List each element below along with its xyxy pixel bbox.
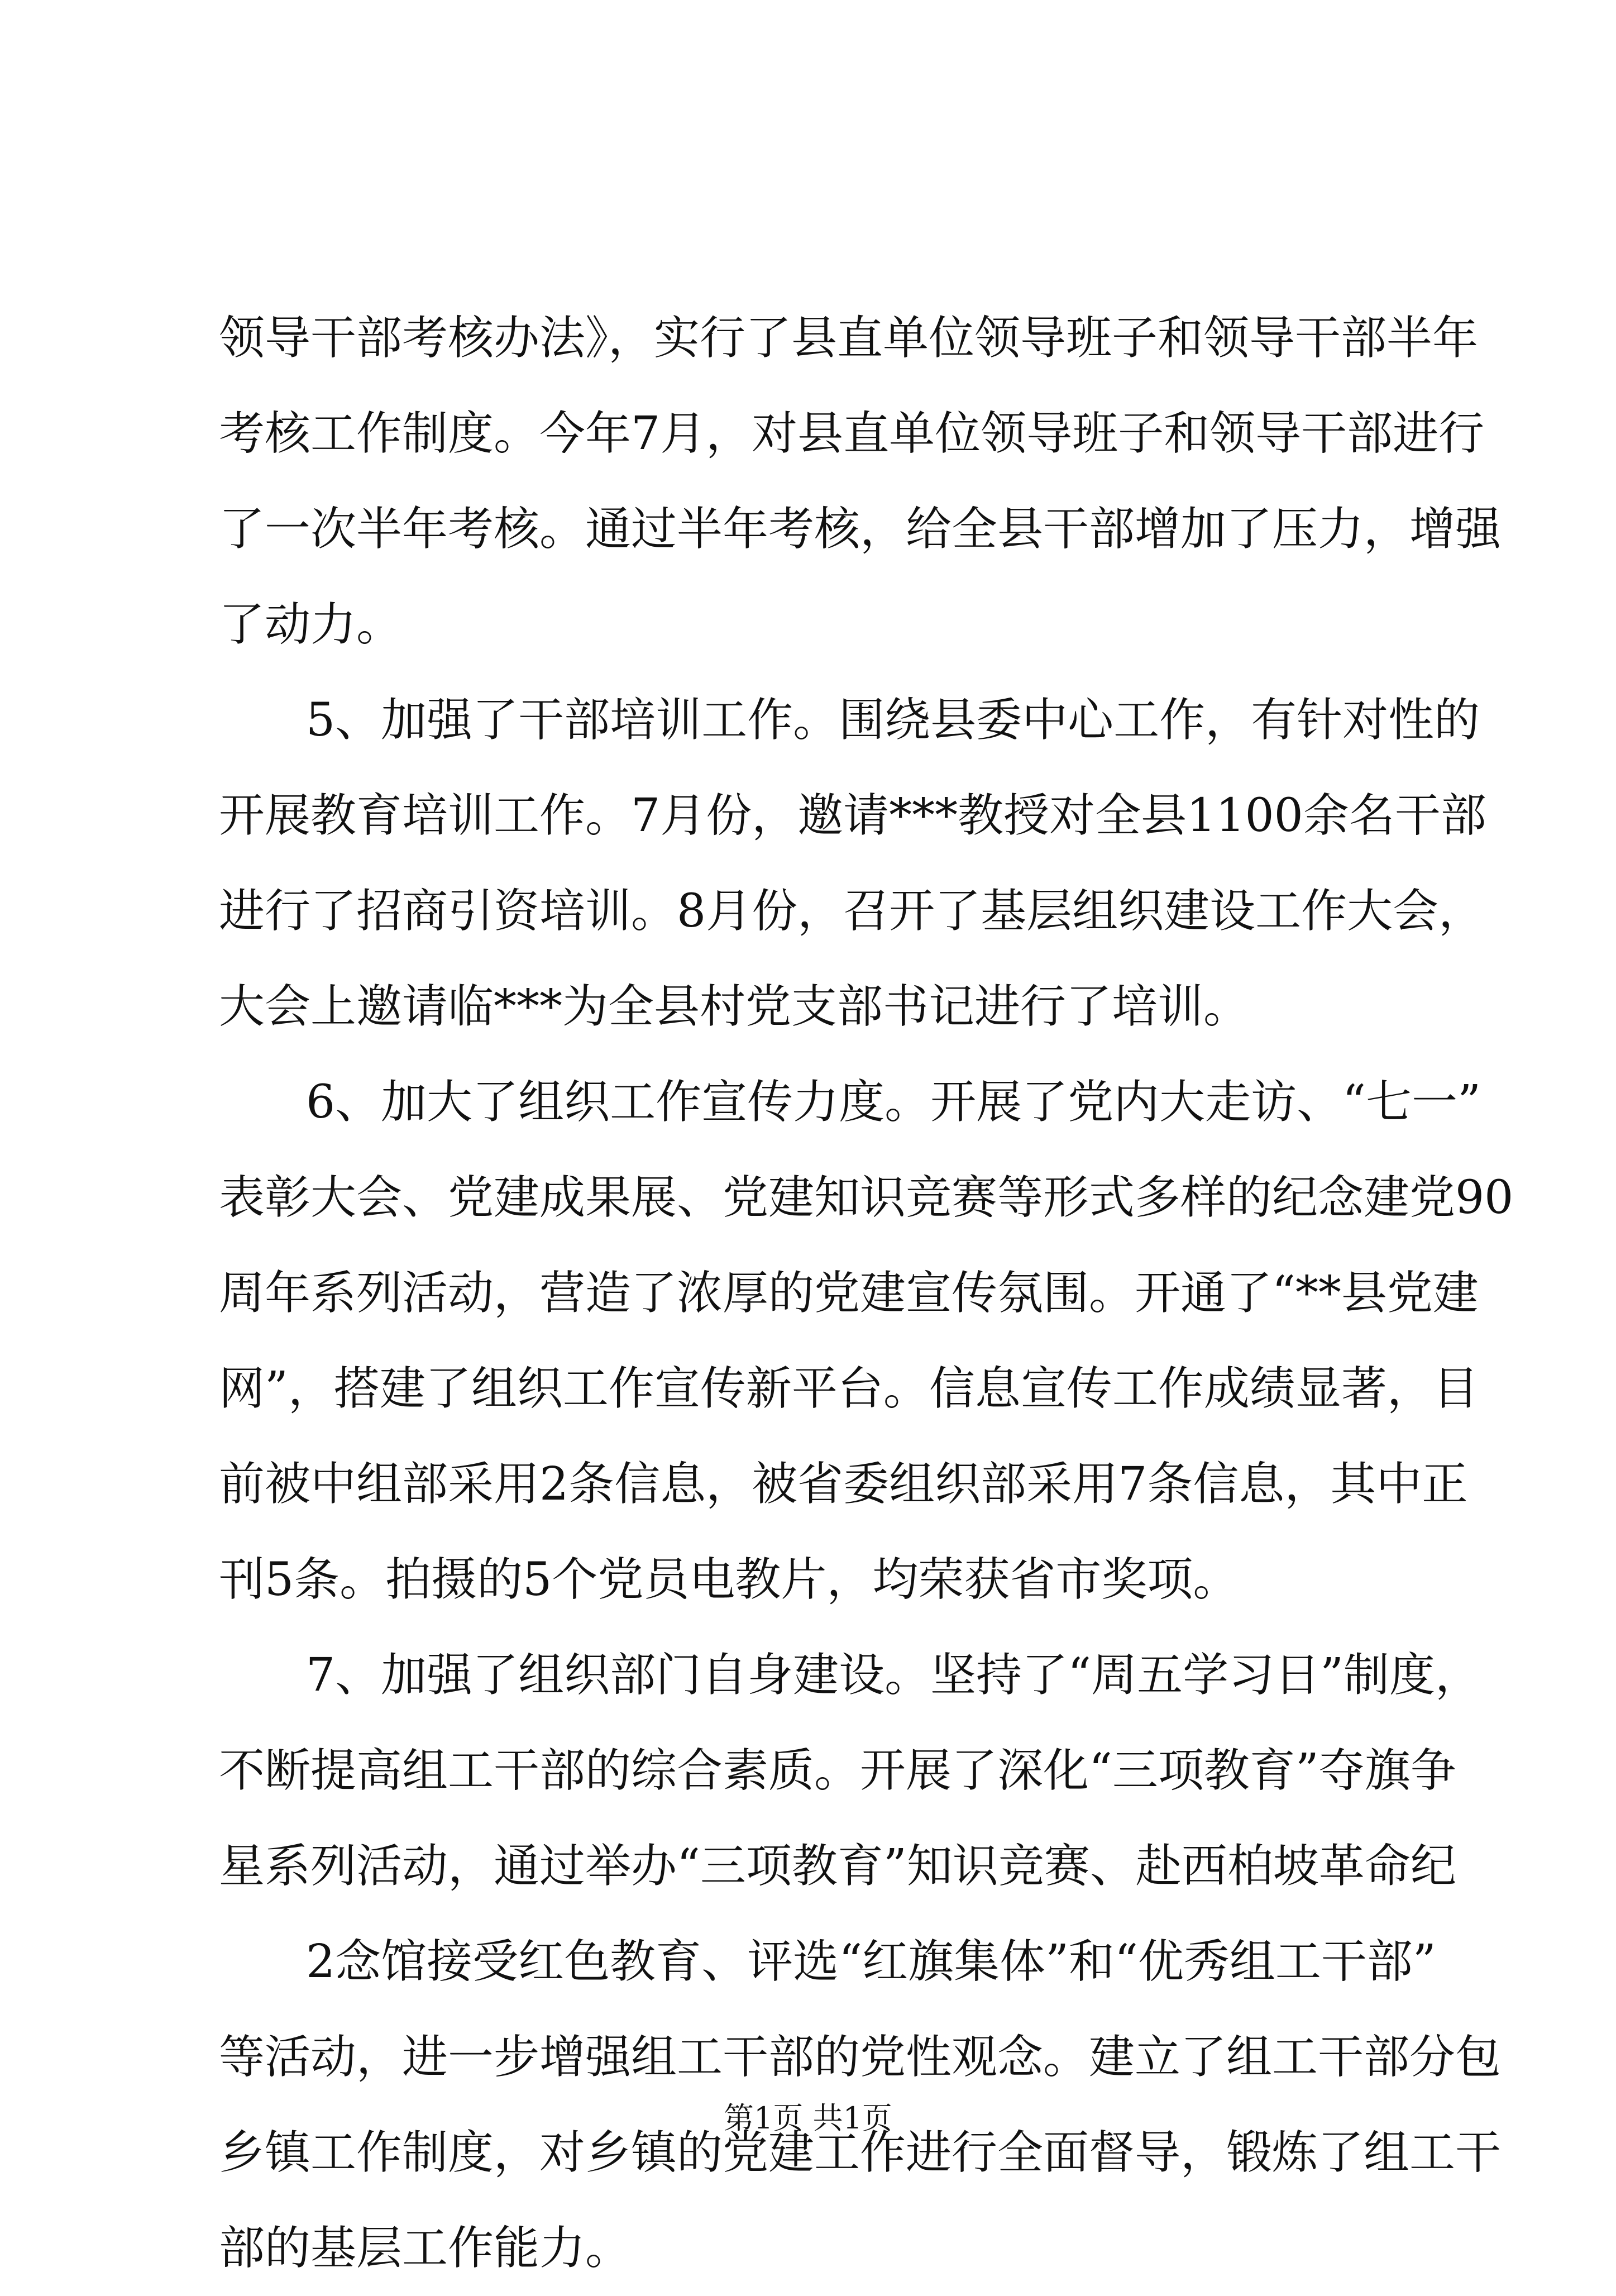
text-line: 网”，搭建了组织工作宣传新平台。信息宣传工作成绩显著，目 — [219, 1362, 1479, 1415]
text-line: 领导干部考核办法》，实行了县直单位领导班子和领导干部半年 — [219, 312, 1479, 365]
text-line: 乡镇工作制度，对乡镇的党建工作进行全面督导，锻炼了组工干 — [219, 2126, 1502, 2179]
text-line: 表彰大会、党建成果展、党建知识竞赛等形式多样的纪念建党90 — [219, 1171, 1514, 1224]
text-line: 星系列活动，通过举办“三项教育”知识竞赛、赴西柏坡革命纪 — [219, 1840, 1456, 1893]
page-footer: 第1页 共1页 — [724, 2101, 892, 2136]
text-line: 了一次半年考核。通过半年考核，给全县干部增加了压力，增强 — [219, 503, 1502, 556]
text-line: 2念馆接受红色教育、评选“红旗集体”和“优秀组工干部” — [306, 1935, 1436, 1988]
text-line: 部的基层工作能力。 — [219, 2222, 632, 2275]
text-line: 等活动，进一步增强组工干部的党性观念。建立了组工干部分包 — [219, 2031, 1502, 2084]
text-line: 刊5条。拍摄的5个党员电教片，均荣获省市奖项。 — [219, 1553, 1239, 1606]
text-line: 7、加强了组织部门自身建设。坚持了“周五学习日”制度， — [306, 1649, 1481, 1702]
text-line: 考核工作制度。今年7月，对县直单位领导班子和领导干部进行 — [219, 407, 1485, 460]
text-line: 周年系列活动，营造了浓厚的党建宣传氛围。开通了“**县党建 — [219, 1267, 1479, 1320]
text-line: 大会上邀请临***为全县村党支部书记进行了培训。 — [219, 980, 1250, 1033]
text-line: 6、加大了组织工作宣传力度。开展了党内大走访、“七一” — [306, 1076, 1481, 1129]
text-line: 了动力。 — [219, 598, 403, 651]
text-line: 前被中组部采用2条信息，被省委组织部采用7条信息，其中正 — [219, 1458, 1468, 1511]
text-line: 5、加强了干部培训工作。围绕县委中心工作，有针对性的 — [306, 694, 1480, 747]
text-line: 进行了招商引资培训。8月份，召开了基层组织建设工作大会， — [219, 885, 1485, 938]
text-line: 开展教育培训工作。7月份，邀请***教授对全县1100余名干部 — [219, 789, 1486, 842]
text-line: 不断提高组工干部的综合素质。开展了深化“三项教育”夺旗争 — [219, 1744, 1456, 1797]
document-body — [219, 290, 1514, 2296]
